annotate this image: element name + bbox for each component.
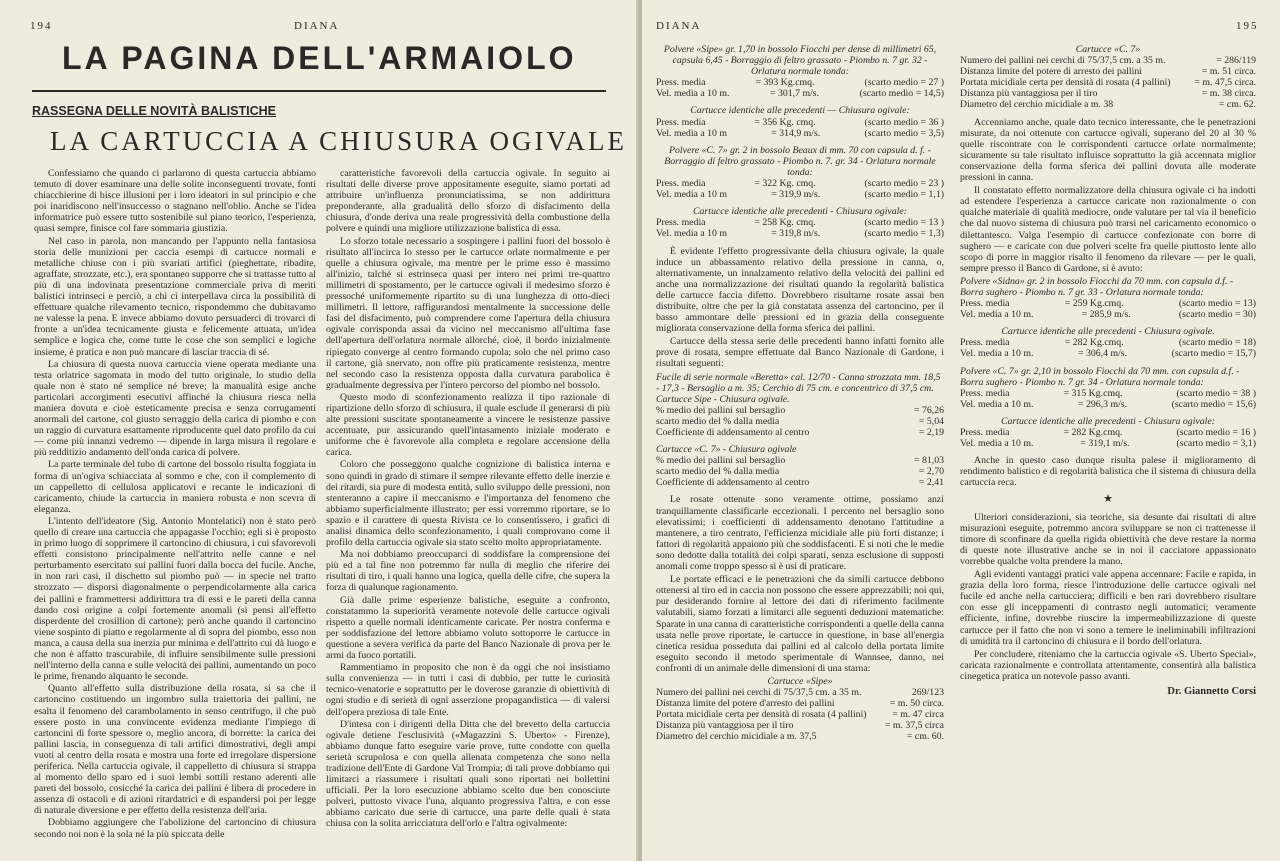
row-value: = 2,41 [918, 477, 944, 489]
row-note: (scarto medio = 13) [1178, 298, 1256, 310]
paragraph: La parte terminale del tubo di cartone del bossolo risulta foggiata in forma di un'ogiva schiacciata al sommo e che, con il complemento di un cappelletto di cellulosa applicatovi e recante le indicazioni di caricamento, chiude la cartuccia in maniera robusta e non scevra di eleganza. [34, 459, 316, 515]
paragraph: Accenniamo anche, quale dato tecnico interessante, che le penetrazioni misurate, da noi ottenute con cartucce ogivali, superano del 20 al 30 % quelle riscontrate con le corrispondenti cartucce orlate normalmente; sicuramente su tale risultato influisce soprattutto la già accennata miglior conservazione della forma sferica dei pallini dovuta alle moderate pressioni in canna. [960, 116, 1256, 184]
row-value: = 322 Kg. cmq. [754, 178, 816, 190]
data-rows [656, 77, 944, 99]
paragraph: Quanto all'effetto sulla distribuzione della rosata, si sa che il cartoncino costituendo un ingombro sulla traiettoria dei pallini, ne esalta il fenomeno del carambolamento in senso centrifugo, il che può essere posto in una convincente evidenza mediante l'impiego di cartoncini di forte spessore o, meglio ancora, di borrette: la carica dei pallini lascia, in conseguenza di tali artifici dimostrativi, degli ampi vuoti al centro della rosata e mostra una forte ed irregolare dispersione periferica. Nella cartuccia ogivale, il cappelletto di chiusura si strappa al momento dello sparo ed i suoi lembi sottili restano aderenti alle pareti del bossolo, cosicché la carica dei pallini è libera di procedere in assenza di ostacoli e di azioni ritardatrici e di espandersi poi per legge di naturale diversione e per effetto della resistenza dell'aria. [34, 683, 316, 817]
data-row [656, 416, 944, 427]
data-row [656, 77, 944, 88]
block-caption: Cartucce identiche alle precedenti - Chiusura ogivale: [692, 206, 908, 218]
row-value: = 319,8 m/s. [771, 228, 821, 240]
data-row [656, 128, 944, 139]
row-value: = 282 Kg.cmq. [1064, 337, 1124, 349]
block-caption: Polvere «C. 7» gr. 2,10 in bossolo Fiocchi da 70 mm. con capsula d.f. - Borra sughero - Piombo n. 7 gr. 34 - Orlatura normale tonda: [960, 365, 1240, 388]
result-block-12 [960, 416, 1256, 449]
result-block-11 [960, 366, 1256, 410]
data-rows [656, 455, 944, 488]
data-row [656, 427, 944, 438]
data-rows [656, 217, 944, 239]
result-block-1 [656, 44, 944, 99]
row-label: Press. media [656, 116, 706, 128]
row-value: = 319,9 m/s. [771, 189, 821, 201]
row-note: (scarto medio = 1,3) [864, 228, 944, 240]
block-caption: Cartucce identiche alle precedenti — Chiusura ogivale: [690, 105, 910, 117]
row-note: (scarto medio = 36 ) [864, 116, 944, 128]
data-row [960, 77, 1256, 88]
article-column-1 [34, 168, 316, 852]
row-note: (scarto medio = 3,5) [864, 127, 944, 139]
author-signature: Dr. Giannetto Corsi [1167, 685, 1256, 697]
paragraph: Ma noi dobbiamo preoccuparci di soddisfare la comprensione dei più ed a tal fine non potremmo far nulla di meglio che riferire dei risultati di tiro, i quali hanno una logica, quella delle cifre, che supera la forza di qualunque ragionamento. [326, 549, 610, 594]
paragraph: È evidente l'effetto progressivante della chiusura ogivale, la quale induce un abbassamento relativo della pressione in canna, o, alternativamente, un innalzamento relativo della velocità dei pallini ed anche una normalizzazione dei risultati quando la regolarità balistica delle cartucce faccia difetto. Dovrebbero risultarne rosate assai ben distribuite, oltre che per la già constatata assenza del cartoncino, per il basso ammontare delle pressioni ed in grazia della conseguente migliorata conservazione della forma sferica dei pallini. [656, 245, 944, 335]
data-row [656, 477, 944, 488]
row-label: Press. media [960, 298, 1010, 310]
data-rows [960, 55, 1256, 110]
row-label: Portata micidiale certa per densità di rosata (4 pallini) [960, 77, 1171, 89]
paragraph: Anche in questo caso dunque risulta palese il miglioramento di rendimento balistico e di regolarità balistica che il sistema di chiusura della cartuccia reca. [960, 455, 1256, 489]
row-value: 269/123 [911, 687, 944, 699]
data-rows [656, 178, 944, 200]
data-rows [960, 337, 1256, 359]
section-heading: RASSEGNA DELLE NOVITÀ BALISTICHE [32, 104, 276, 118]
result-block-3 [656, 145, 944, 200]
data-row [656, 466, 944, 477]
row-label: Vel. media a 10 m [656, 127, 728, 139]
paragraph: D'intesa con i dirigenti della Ditta che del brevetto della cartuccia ogivale detiene l'esclusività («Magazzini S. Uberto» - Firenze), abbiamo dunque fatto eseguire varie prove, tutte condotte con quella serietà scrupolosa e con quella allenata competenza che sono nella tradizione dell'Ente di Gardone Val Trompia; di tali prove dobbiamo qui limitarci a riassumere i risultati quali sono riportati nei bollettini ufficiali. Per la loro esecuzione abbiamo scelto due ben conosciute polveri, puttosto vivace l'una, alquanto progressiva l'altra, e con esse abbiamo caricato due serie di cartucce, una parte delle quali è stata chiusa con la solita arricciatura dell'orlo e l'altra ogivalmente: [326, 718, 610, 830]
row-value: = 282 Kg.cmq. [1063, 427, 1123, 438]
row-label: Coefficiente di addensamento al centro [656, 477, 810, 489]
data-row [960, 388, 1256, 399]
row-value: = 5,04 [918, 415, 944, 427]
row-value: = 314,9 m/s. [771, 127, 821, 139]
row-label: Press. media [960, 427, 1010, 438]
row-label: Numero dei pallini nei cerchi di 75/37,5 cm. a 35 m. [656, 687, 862, 699]
row-note: (scarto medio = 1,1) [864, 189, 944, 201]
result-block-8 [960, 44, 1256, 111]
data-row [960, 427, 1256, 438]
block-caption: Cartucce «Sipe» [767, 675, 833, 687]
paragraph: Coloro che posseggono qualche cognizione di balistica interna e sono quindi in grado di stimare il sempre rilevante effetto delle inerzie e dei ritardi, sia pure di modesta entità, sullo sviluppo delle pressioni, non stenteranno a capire il meccanismo e l'importanza del fenomeno che abbiamo superficialmente illustrato; per essi vorremmo riportare, se lo spazio e il carattere di questa Rivista ce lo consentissero, i grafici di analisi dinamica dello sconfezionamento, i quali comprovano come il profilo della cartuccia ogivale sia stato scelto molto appropriatamente. [326, 459, 610, 549]
page-number-left: 194 [30, 20, 53, 32]
running-head-right: DIANA [656, 20, 702, 32]
paragraph: Le rosate ottenute sono veramente ottime, possiamo anzi tranquillamente classificarle eccezionali. I percento nel bersaglio sono elevatissimi; i coefficienti di addensamento denotano l'attitudine a mantenere, a tiro centrato, l'efficienza micidiale alle più forti distanze; i fattori di regolarità appaiono più che soddisfacenti. E si noti che le medie sono dedotte dalla totalità dei colpi sparati, senza esclusione di supposti anomali come troppo spesso si è usi di praticare. [656, 494, 944, 573]
article-column-4 [960, 44, 1256, 856]
paragraph: Nel caso in parola, non mancando per l'appunto nella fantasiosa storia delle munizioni per caccia esempi di cartucce normali e metalliche chiuse con i più svariati artifici (pieghettate, ribadite, agraffate, strozzate, etc.), era spontaneo supporre che si trattasse tutto al più di una indovinata presentazione commerciale priva di meriti balistici intrinseci e perciò, a chi ci interpellava circa la possibilità di effettuare qualche rilevamento tecnico, rispondemmo che dubitavamo ne valesse la pena. E invece abbiamo dovuto persuaderci di trovarci di fronte a un'idea tecnicamente giusta e felicemente attuata, un'idea semplice e logica che, come tutte le cose che son semplici e logiche insieme, è pratica e non può mancare di lasciar traccia di sé. [34, 235, 316, 358]
data-rows [960, 388, 1256, 410]
row-label: Portata micidiale certa per densità di rosata (4 pallini) [656, 709, 867, 721]
data-row [656, 189, 944, 200]
data-row [960, 348, 1256, 359]
row-value: = m. 50 circa. [889, 698, 944, 710]
row-value: = 315 Kg.cmq. [1063, 387, 1123, 399]
row-value: = 2,19 [918, 427, 944, 438]
row-label: scarto medio del % dalla media [656, 466, 780, 478]
row-label: Press. media [656, 77, 706, 89]
row-label: Distanza limite del potere d'arresto dei pallini [656, 698, 835, 710]
paragraph: Già dalle prime esperienze balistiche, eseguite a confronto, constatammo la superiorità veramente notevole delle cartucce ogivali rispetto a quelle normali identicamente caricate. Per nostra conferma e per soddisfazione del lettore abbiamo voluto sottoporre le cartucce in questione a severa verifica da parte del Banco Nazionale di prova per le armi da fuoco portatili. [326, 594, 610, 662]
data-row [960, 337, 1256, 348]
row-note: (scarto medio = 14,5) [859, 88, 944, 100]
row-value: = 81,03 [913, 455, 944, 467]
article-column-3 [656, 44, 944, 856]
data-row [656, 405, 944, 416]
row-label: Vel. media a 10 m. [960, 348, 1034, 360]
row-label: Vel. media a 10 m. [960, 309, 1034, 321]
block-caption: Cartucce «C. 7» - Chiusura ogivale [656, 444, 797, 456]
paragraph: Ulteriori considerazioni, sia teoriche, sia desunte dai risultati di altre misurazioni eseguite, potremmo ancora sviluppare se non ci trattenesse il timore di sconfinare da quella rigida obiettività che deve restare la norma di queste note illustrative anche se in noi il cacciatore appassionato vorrebbe qualche volta prendere la mano. [960, 511, 1256, 567]
right-page [642, 0, 1280, 861]
row-label: Press. media [656, 178, 706, 190]
paragraph: Questo modo di sconfezionamento realizza il tipo razionale di ripartizione dello sforzo di schiusura, il quale esclude il generarsi di più alte pressioni suscitate spontaneamente a vincere le resistenze passive accentuate, pur assicurando quell'intasamento iniziale moderato e uniforme che è favorevole alla completa e regolare accensione della carica. [326, 391, 610, 459]
block-caption: Polvere «Sidna» gr. 2 in bossolo Fiocchi da 70 mm. con capsula d.f. - Borra sughero - Piombo n. 7 gr. 33 - Orlatura normale tonda: [960, 275, 1234, 298]
block-caption: Fucile di serie normale «Beretta» cal. 12/70 - Canna strozzata mm. 18,5 - 17,3 - Bersaglio a m. 35; Cerchio di 75 cm. e concentrico di 37,5 cm. Cartucce Sipe - Chiusura ogivale. [656, 371, 941, 405]
row-value: = 296,3 m/s. [1077, 398, 1128, 410]
running-head-left: DIANA [294, 20, 340, 32]
left-page [0, 0, 638, 861]
result-block-6 [656, 444, 944, 488]
article-title: LA CARTUCCIA A CHIUSURA OGIVALE [50, 126, 627, 156]
row-label: Press. media [960, 337, 1010, 349]
paragraph: Il constatato effetto normalizzatore della chiusura ogivale ci ha indotti ad estendere l'esperienza a cartucce caricate non razionalmente o con qualche materiale di qualità mediocre, onde valutare per tal via il beneficio che dal nuovo sistema di chiusura può trarsi nel caricamento economico o dilettantesco. Valga l'esempio di cartucce confezionate con borre di sughero — e caricate con due polveri scelte fra quelle piuttosto lente allo scopo di porre in maggior risalto il fenomeno da rilevare — per le quali, sempre presso il Banco di Gardone, si è avuto: [960, 185, 1256, 274]
row-label: Distanza più vantaggiosa per il tiro [960, 88, 1098, 100]
data-rows [960, 298, 1256, 320]
row-value: = m. 47 circa [892, 709, 944, 721]
row-value: = m. 47,5 circa. [1194, 77, 1256, 89]
paragraph: Confessiamo che quando ci parlarono di questa cartuccia abbiamo temuto di dover esaminare una delle solite inconseguenti trovate, fonti chiacchierine di bisce illusioni per i loro ideatori in sul principio e che poi inaridiscono nell'insuccesso o stagnano nell'oblio. Anche se l'idea informatrice può essere tutto sostenibile sul piano teorico, l'esperienza, quasi sempre, finisce col fare sommaria giustizia. [34, 168, 316, 235]
row-label: scarto medio del % dalla media [656, 415, 780, 427]
row-value: = 259 Kg.cmq. [1064, 298, 1124, 310]
paragraph: Dobbiamo aggiungere che l'abolizione del cartoncino di chiusura secondo noi non è la sola né la più spiccata delle [34, 817, 316, 840]
paragraph: Cartucce della stessa serie delle precedenti hanno infatti fornito alle prove di rosata, sempre effettuate dal Banco Nazionale di Gardone, i risultati seguenti: [656, 336, 944, 370]
row-note: (scarto medio = 18) [1178, 337, 1256, 349]
data-row [656, 228, 944, 239]
row-label: Vel. media a 10 m [656, 189, 728, 201]
data-row [960, 99, 1256, 110]
result-block-5 [656, 372, 944, 439]
row-value: = cm. 60. [906, 731, 944, 743]
row-value: = 286/119 [1216, 55, 1256, 67]
data-row [656, 709, 944, 720]
result-block-7 [656, 676, 944, 743]
data-row [960, 399, 1256, 410]
row-label: Vel. media a 10 m. [960, 398, 1034, 410]
row-label: Vel. media a 10 m. [656, 88, 730, 100]
row-label: Diametro del cerchio micidiale a m. 38 [960, 99, 1114, 111]
page-number-right: 195 [1236, 20, 1259, 32]
paragraph: Le portate efficaci e le penetrazioni che da simili cartucce debbono ottenersi al tiro ed in caccia non possono che essere apprezzabili; noi qui, pur desiderando fornire al lettore dei dati di riferimento facilmente valutabili, siamo forzati a limitarci alle seguenti deduzioni matematiche: Sparate in una canna di caratteristiche corrispondenti a quelle della canna usata nelle prove riportate, le cartucce in questione, in base all'energia cinetica residua posseduta dai pallini ed al calcolo della portata limite eseguito secondo il metodo sperimentale di Wannsee, danno, nei confronti di un animale delle dimensioni di una starna: [656, 574, 944, 674]
row-value: = 76,26 [913, 404, 944, 416]
data-row [960, 438, 1256, 449]
row-value: = 356 Kg. cmq. [754, 116, 816, 128]
row-label: % medio dei pallini sul bersaglio [656, 404, 786, 416]
data-row [960, 298, 1256, 309]
result-block-2 [656, 105, 944, 138]
row-label: Distanza limite del potere di arresto dei pallini [960, 66, 1142, 78]
result-block-4 [656, 206, 944, 239]
row-value: = 301,7 m/s. [769, 88, 820, 100]
data-row [960, 66, 1256, 77]
row-value: = 393 Kg.cmq. [755, 77, 815, 89]
data-row [656, 117, 944, 128]
data-row [960, 309, 1256, 320]
row-label: % medio dei pallini sul bersaglio [656, 455, 786, 467]
paragraph: Lo sforzo totale necessario a sospingere i pallini fuori del bossolo è risultato all'incirca lo stesso per le cartucce orlate normalmente e per quelle a chiusura ogivale, ma mentre per le prime esso è massimo all'inizio, talché si estrinseca quasi per intero nei primi tre-quattro millimetri di spostamento, per le cartucce ogivali il medesimo sforzo è pressoché uniformemente ripartito su di una lunghezza di otto-dieci millimetri. Il lettore, raffigurandosi mentalmente la successione delle fasi del disfacimento, può comprendere come l'apertura della chiusura ogivale corrisponda assai da vicino nel meccanismo all'ultima fase dell'apertura dell'orlatura normale allorché, cioè, il bordo inizialmente ripiegato converge al centro formando cupola; solo che nel primo caso il cartone, già snervato, non offre più praticamente resistenza, mentre nel secondo caso la resistenza opposta dalla curvatura parabolica è gradualmente degressiva per l'intero percorso del piombo nel bossolo. [326, 235, 610, 391]
data-row [656, 687, 944, 698]
paragraph: L'intento dell'ideatore (Sig. Antonio Montelatici) non è stato però quello di creare una cartuccia che appagasse l'occhio; egli si è proposto in primo luogo di sopprimere il cartoncino di chiusura, i cui sfavorevoli effetti consistono principalmente nell'attrito nelle canne e nel perturbamento esercitato sui pallini fuori dalla bocca del fucile. Anche, in non rari casi, il dischetto sul piombo può — in specie nel tratto strozzato — disporsi diagonalmente o perpendicolarmente alla carica dei pallini e frammettersi addirittura tra di essi e le pareti della canna dando così origine a colpi fortemente anomali (si pensi all'effetto disperdente del crosillion di cartone); però anche quando il cartoncino viene sospinto di piatto e regolarmente al di sopra del piombo, esso non manca, a causa della sua inerzia pur minima e dell'attrito cui dà luogo e che non è affatto trascurabile, di influire sensibilmente sulle pressioni nell'interno della canna e sulle velocità dei pallini, aumentando un poco le prime, frenando alquanto le seconde. [34, 515, 316, 683]
title-rule [32, 90, 606, 92]
row-note: (scarto medio = 38 ) [1176, 387, 1256, 399]
row-note: (scarto medio = 15,7) [1171, 348, 1256, 360]
row-note: (scarto medio = 13 ) [864, 217, 944, 229]
paragraph: La chiusura di questa nuova cartuccia viene operata mediante una testa orlatrice sagomata in modo del tutto originale, lo studio della quale non è stato né semplice né breve; la manualità esige anche particolari accorgimenti esecutivi affinché la chiusura riesca nella maniera dovuta e cioè esteticamente precisa e senza corrugamenti anormali del cartone, col giusto serraggio della carica di piombo e con un raggio di curvatura esattamente riproducente quel dato profilo da cui — come più innanzi vedremo — dipende in larga misura il regolare e più redditizio andamento dell'onda carica di polvere. [34, 358, 316, 459]
block-caption: Polvere «C. 7» gr. 2 in bossolo Beaux di mm. 70 con capsula d. f. - Borraggio di feltro grassato - Piombo n. 7. gr. 34 - Orlatura normale tonda: [664, 144, 936, 178]
row-note: (scarto medio = 16 ) [1176, 427, 1256, 438]
data-rows [656, 117, 944, 139]
paragraph: Per concludere, riteniamo che la cartuccia ogivale «S. Uberto Special», caricata razionalmente e controllata attentamente, consentirà alla balistica cinegetica pratica un notevole passo avanti. [960, 648, 1256, 682]
page-title: LA PAGINA DELL'ARMAIOLO [62, 40, 577, 76]
block-caption: Cartucce identiche alle precedenti - Chiusura ogivale: [1000, 415, 1216, 427]
result-block-9 [960, 276, 1256, 320]
paragraph: Agli evidenti vantaggi pratici vale appena accennare: Facile e rapida, in grazia della loro forma, riesce l'introduzione delle cartucce ogivali nel fucile ed anche nella cartucciera; difficili e ben rari dovrebbero risultare con esse gli inceppamenti di contrasto negli automatici; veramente efficiente, infine, dovrebbe riuscire la impermeabilizzazione di queste cartucce per il fatto che non vi sono a temere le ineliminabili infiltrazioni di umidità tra il cartoncino di chiusura e il bordo dell'orlatura. [960, 569, 1256, 647]
data-rows [656, 405, 944, 438]
block-caption: Cartucce «C. 7» [1075, 44, 1141, 55]
row-label: Vel. media a 10 m. [960, 438, 1034, 450]
row-value: = 258 Kg. cmq. [754, 217, 816, 229]
paragraph: caratteristiche favorevoli della cartuccia ogivale. In seguito ai risultati delle diverse prove appositamente eseguite, siamo portati ad attribuire un'influenza pronunciatissima, se non addirittura preponderante, alla gradualità dello sforzo di disfacimento della chiusura, d'onde deriva una reale progressività della combustione della polvere e quindi una migliore utilizzazione balistica di essa. [326, 168, 610, 235]
data-row [656, 178, 944, 189]
data-row [656, 455, 944, 466]
paragraph: Rammentiamo in proposito che non è da oggi che noi insistiamo sulla convenienza — in tutti i casi di dubbio, per tutte le curiosità tecnico-venatorie e soprattutto per le doverose garanzie di obiettività di ogni studio e di serietà di ogni asserzione propagandistica — di valersi dell'opera preziosa di tale Ente. [326, 662, 610, 718]
row-value: = 285,9 m/s. [1081, 309, 1131, 321]
result-block-10 [960, 326, 1256, 359]
data-row [960, 88, 1256, 99]
row-value: = m. 38 circa. [1201, 88, 1256, 100]
block-caption: Cartucce identiche alle precedenti - Chiusura ogivale. [1001, 326, 1215, 338]
row-note: (scarto medio = 30) [1178, 309, 1256, 321]
row-label: Numero dei pallini nei cerchi di 75/37,5 cm. a 35 m. [960, 55, 1166, 67]
row-label: Press. media [960, 387, 1010, 399]
row-value: = cm. 62. [1218, 99, 1256, 111]
row-note: (scarto medio = 15,6) [1171, 398, 1256, 410]
data-row [656, 731, 944, 742]
row-label: Distanza più vantaggiosa per il tiro [656, 720, 794, 732]
block-caption: Polvere «Sipe» gr. 1,70 in bossolo Fiocchi per dense di millimetri 65, capsula 6,45 - Borraggio di feltro grassato - Piombo n. 7 gr. 32 - Orlatura normale tonda: [663, 44, 937, 78]
article-column-2 [326, 168, 610, 852]
section-star-icon: ★ [1103, 493, 1113, 506]
row-note: (scarto medio = 3,1) [1176, 438, 1256, 450]
row-label: Press. media [656, 217, 706, 229]
row-label: Vel. media a 10 m [656, 228, 728, 240]
row-value: = 306,4 m/s. [1077, 348, 1128, 360]
row-label: Coefficiente di addensamento al centro [656, 427, 810, 438]
row-value: = 2,70 [918, 466, 944, 478]
row-value: = m. 37,5 circa [884, 720, 944, 732]
data-row [656, 698, 944, 709]
data-rows [960, 427, 1256, 449]
row-value: = 319,1 m/s. [1080, 438, 1130, 450]
data-rows [656, 687, 944, 742]
row-value: = m. 51 circa. [1201, 66, 1256, 78]
row-note: (scarto medio = 23 ) [864, 178, 944, 190]
data-row [656, 217, 944, 228]
data-row [656, 88, 944, 99]
data-row [656, 720, 944, 731]
data-row [960, 55, 1256, 66]
row-label: Diametro del cerchio micidiale a m. 37,5 [656, 731, 817, 743]
row-note: (scarto medio = 27 ) [864, 77, 944, 89]
